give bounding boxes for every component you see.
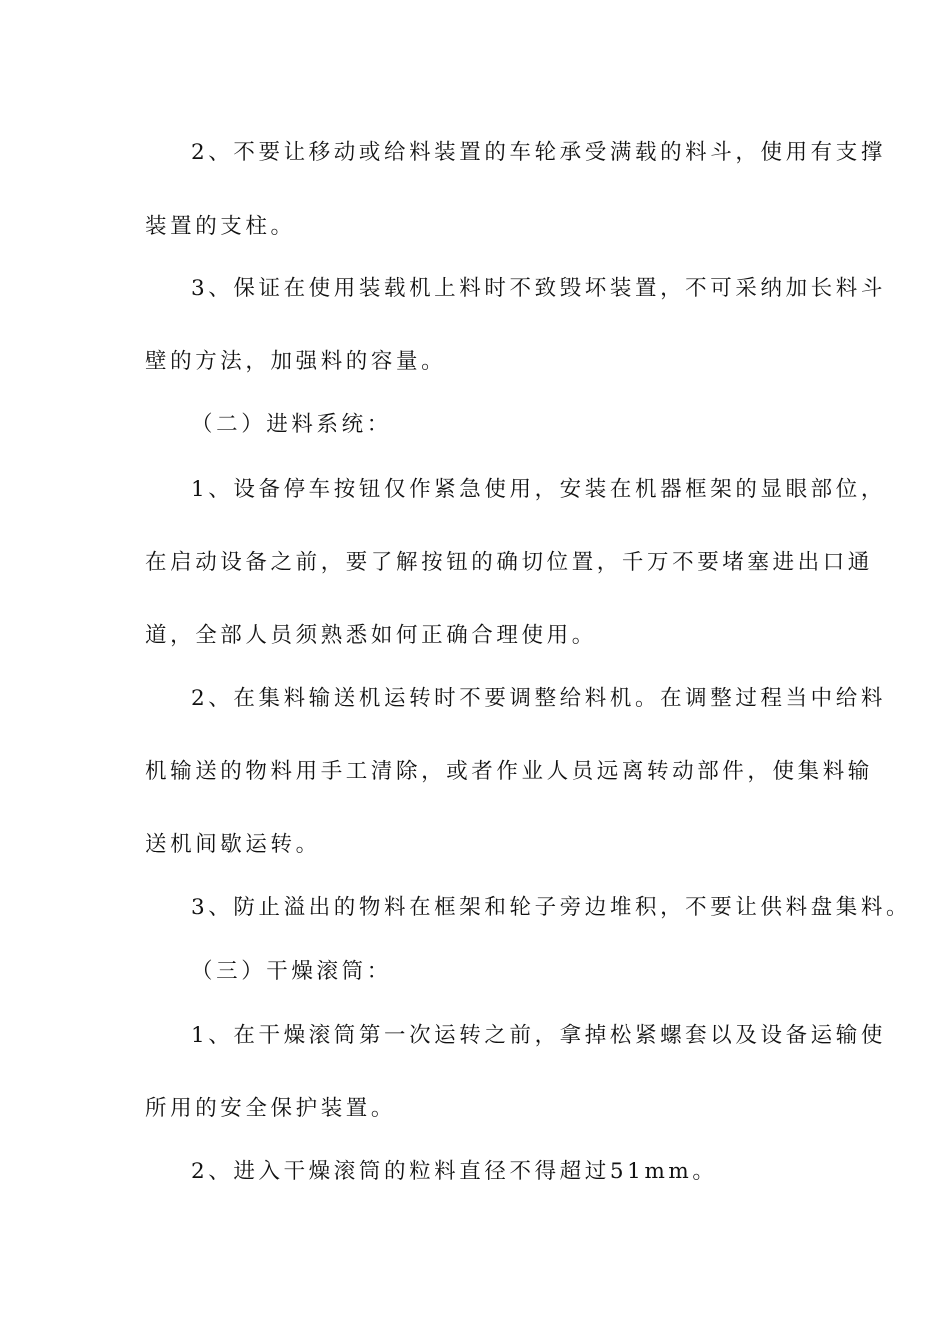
paragraph-line: 在启动设备之前，要了解按钮的确切位置，千万不要堵塞进出口通	[145, 550, 873, 575]
section-heading: （二）进料系统：	[191, 412, 392, 437]
paragraph-line: 3、保证在使用装载机上料时不致毁坏装置，不可采纳加长料斗	[191, 276, 886, 301]
paragraph-line: 送机间歇运转。	[145, 832, 321, 857]
paragraph-line: 机输送的物料用手工清除，或者作业人员远离转动部件，使集料输	[145, 759, 873, 784]
paragraph-line: 所用的安全保护装置。	[145, 1096, 397, 1121]
paragraph-line: 2、进入干燥滚筒的粒料直径不得超过51mm。	[191, 1159, 718, 1184]
paragraph-line: 2、不要让移动或给料装置的车轮承受满载的料斗，使用有支撑	[191, 140, 886, 165]
paragraph-line: 1、设备停车按钮仅作紧急使用，安装在机器框架的显眼部位，	[191, 477, 886, 502]
paragraph-line: 壁的方法，加强料的容量。	[145, 349, 447, 374]
paragraph-line: 道，全部人员须熟悉如何正确合理使用。	[145, 623, 597, 648]
section-heading: （三）干燥滚筒：	[191, 959, 392, 984]
paragraph-line: 2、在集料输送机运转时不要调整给料机。在调整过程当中给料	[191, 686, 886, 711]
paragraph-line: 装置的支柱。	[145, 214, 296, 239]
paragraph-line: 1、在干燥滚筒第一次运转之前，拿掉松紧螺套以及设备运输使	[191, 1023, 886, 1048]
paragraph-line: 3、防止溢出的物料在框架和轮子旁边堆积，不要让供料盘集料。	[191, 895, 912, 920]
